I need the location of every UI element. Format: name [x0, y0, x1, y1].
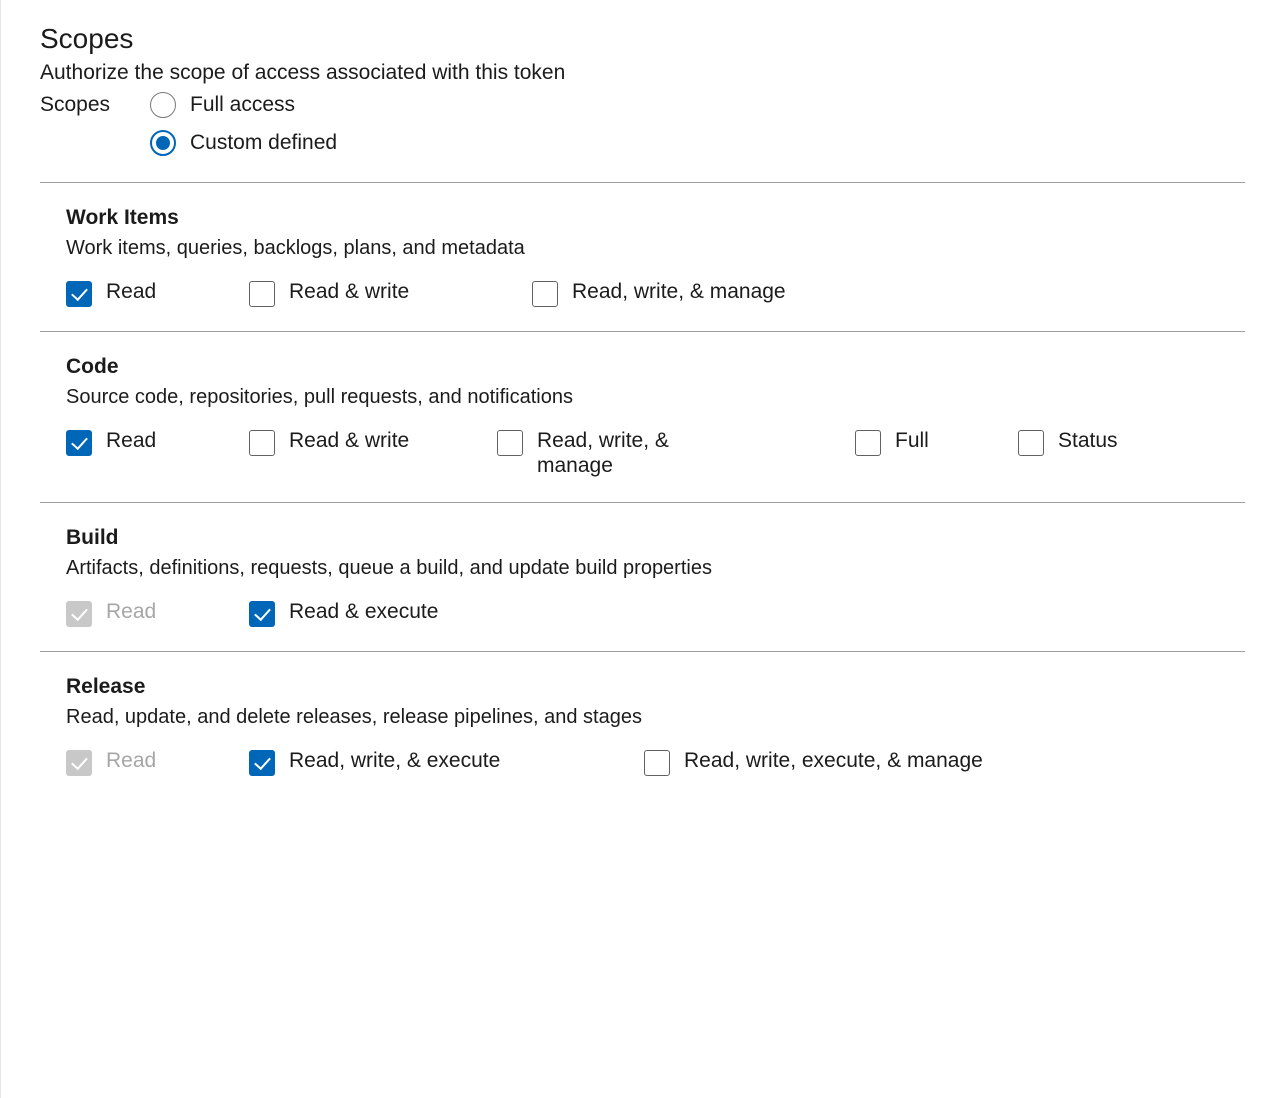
checkbox-icon[interactable] [249, 750, 275, 776]
scope-option-status[interactable] [1018, 428, 1118, 456]
left-edge-rule [0, 0, 1, 1098]
scopes-content [40, 22, 1250, 800]
access-mode-row-full [40, 92, 1250, 118]
scope-options [66, 279, 1250, 307]
checkbox-icon[interactable] [66, 281, 92, 307]
scope-option-read[interactable] [66, 428, 249, 456]
scope-option-label: Read [106, 600, 157, 623]
scope-block-release [40, 652, 1250, 800]
radio-custom-defined-label[interactable]: Custom defined [190, 131, 338, 154]
access-mode-row-custom [40, 130, 1250, 156]
checkbox-icon[interactable] [644, 750, 670, 776]
access-mode-label: Scopes [40, 93, 111, 116]
scope-option-label: Read [106, 280, 157, 303]
scope-option-read-write-execute[interactable] [249, 748, 644, 776]
scope-option-label: Read & execute [289, 600, 439, 623]
scope-option-label: Read, write, & execute [289, 749, 501, 772]
checkbox-icon[interactable] [497, 430, 523, 456]
scope-option-read-write-manage[interactable] [532, 279, 786, 307]
checkbox-icon [66, 750, 92, 776]
scope-option-read [66, 748, 249, 776]
scope-block-work-items [40, 183, 1250, 331]
scope-option-label: Read, write, & manage [537, 429, 669, 477]
scope-title: Build [66, 526, 119, 549]
scope-option-label: Read, write, & manage [572, 280, 786, 303]
scope-option-label: Read [106, 429, 157, 452]
scope-option-label: Full [895, 429, 929, 452]
scope-title: Release [66, 675, 146, 698]
scope-option-read-execute[interactable] [249, 599, 438, 627]
checkbox-icon [66, 601, 92, 627]
checkbox-icon[interactable] [1018, 430, 1044, 456]
scope-options [66, 428, 1250, 478]
scope-option-full[interactable] [855, 428, 1018, 456]
scope-block-build [40, 503, 1250, 651]
scope-option-label: Read [106, 749, 157, 772]
checkbox-icon[interactable] [249, 601, 275, 627]
checkbox-icon[interactable] [855, 430, 881, 456]
scope-description: Work items, queries, backlogs, plans, and metadata [66, 237, 525, 259]
scope-option-label: Read & write [289, 280, 410, 303]
radio-full-access-label[interactable]: Full access [190, 93, 296, 116]
scope-block-code [40, 332, 1250, 502]
scope-option-read-write[interactable] [249, 428, 497, 456]
scope-description: Source code, repositories, pull requests, and notifications [66, 386, 573, 408]
page-title: Scopes [40, 23, 134, 54]
scope-option-read[interactable] [66, 279, 249, 307]
checkbox-icon[interactable] [532, 281, 558, 307]
checkbox-icon[interactable] [249, 281, 275, 307]
scope-options [66, 748, 1250, 776]
scope-title: Code [66, 355, 119, 378]
page-subtitle: Authorize the scope of access associated with this token [40, 61, 566, 84]
scope-description: Read, update, and delete releases, release pipelines, and stages [66, 706, 642, 728]
scope-option-read-write-execute-manage[interactable] [644, 748, 983, 776]
scope-option-label: Read & write [289, 429, 410, 452]
scope-description: Artifacts, definitions, requests, queue a build, and update build properties [66, 557, 712, 579]
scope-option-read [66, 599, 249, 627]
scope-option-label: Read, write, execute, & manage [684, 749, 983, 772]
radio-full-access[interactable] [150, 92, 176, 118]
radio-custom-defined[interactable] [150, 130, 176, 156]
scope-options [66, 599, 1250, 627]
checkbox-icon[interactable] [66, 430, 92, 456]
checkbox-icon[interactable] [249, 430, 275, 456]
scope-option-label: Status [1058, 429, 1118, 452]
scope-option-read-write-manage[interactable] [497, 428, 855, 478]
scope-title: Work Items [66, 206, 179, 229]
scope-option-read-write[interactable] [249, 279, 532, 307]
